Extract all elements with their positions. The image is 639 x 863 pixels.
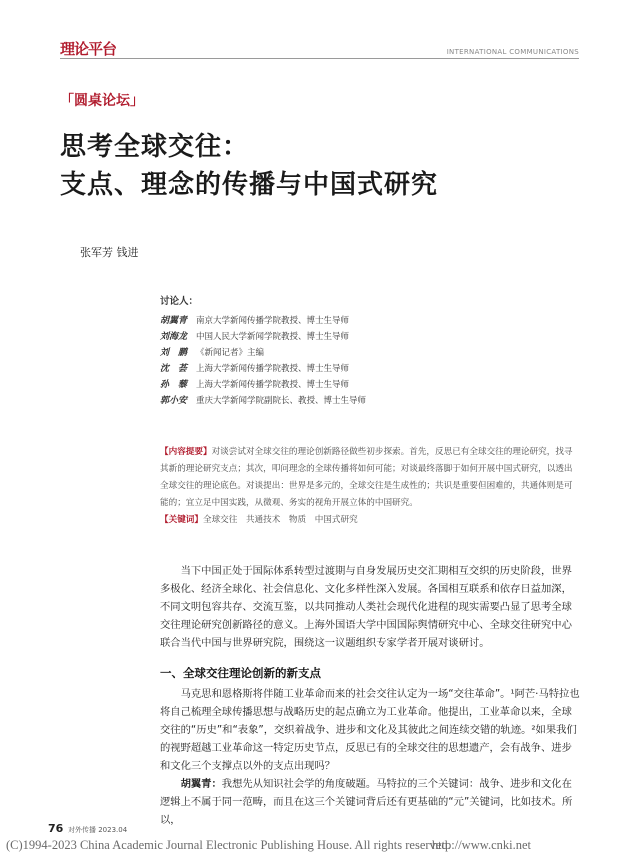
intro-section bbox=[160, 562, 580, 652]
magazine-issue: 对外传播 2023.04 bbox=[68, 826, 128, 834]
page-number: 76 bbox=[48, 822, 64, 835]
section-heading: 一、全球交往理论创新的新支点 bbox=[160, 666, 321, 680]
participant-desc: 上海大学新闻传播学院教授、博士生导师 bbox=[196, 380, 350, 390]
participant-name: 郭小安 bbox=[160, 396, 188, 406]
copyright-text: (C)1994-2023 China Academic Journal Electronic Publishing House. All rights reserved. bbox=[6, 838, 451, 852]
section-tag: 「圆桌论坛」 bbox=[60, 93, 144, 109]
participants-heading: 讨论人： bbox=[160, 296, 199, 307]
participant-row bbox=[160, 361, 366, 377]
authors: 张军芳 钱进 bbox=[80, 246, 139, 259]
article-title-line-2: 支点、理念的传播与中国式研究 bbox=[60, 170, 439, 200]
participants-list bbox=[160, 293, 366, 409]
cnki-link[interactable]: http://www.cnki.net bbox=[431, 838, 531, 852]
keywords-line bbox=[160, 512, 580, 529]
body-paragraph: 马克思和恩格斯将伴随工业革命而来的社会交往认定为一场“交往革命”。¹阿芒·马特拉也将自己梳理全球传播思想与战略历史的起点确立为工业革命。他提出，工业革命以来，全球交往的“历史”和“表象”，交织着战争、进步和文化及其彼此之间连续交错的轨迹。²如果我们的视野超越工业革命这一特定历史节点，反思已有的全球交往的思想遗产，会有战争、进步和文化三个支撑点以外的支点出现吗？ bbox=[160, 688, 580, 772]
abstract-paragraph bbox=[160, 444, 580, 512]
participant-desc: 中国人民大学新闻学院教授、博士生导师 bbox=[196, 332, 350, 342]
participant-row bbox=[160, 313, 366, 329]
participant-desc: 重庆大学新闻学院副院长、教授、博士生导师 bbox=[196, 396, 367, 406]
participant-name: 胡翼青 bbox=[160, 316, 188, 326]
section-body bbox=[160, 685, 580, 829]
participant-name: 孙 藜 bbox=[160, 380, 188, 390]
keywords-text: 全球交往 共通技术 物质 中国式研究 bbox=[202, 515, 358, 525]
speaker-text: 我想先从知识社会学的角度破题。马特拉的三个关键词：战争、进步和文化在逻辑上不属于同一范畴，而且在这三个关键词背后还有更基础的“元”关键词，比如技术。所以， bbox=[160, 778, 573, 826]
body-paragraph bbox=[160, 775, 580, 829]
abstract-block bbox=[160, 444, 580, 529]
participant-row bbox=[160, 393, 366, 409]
participant-name: 刘 鹏 bbox=[160, 348, 188, 358]
intro-paragraph: 当下中国正处于国际体系转型过渡期与自身发展历史交汇期相互交织的历史阶段，世界多极化、经济全球化、社会信息化、文化多样性深入发展。各国相互联系和依存日益加深，不同文明包容共存、交流互鉴，以共同推动人类社会现代化进程的现实需要凸显了思考全球交往理论研究创新路径的意义。上海外国语大学中国国际舆情研究中心、全球交往研究中心联合当代中国与世界研究院，围绕这一议题组织专家学者开展对谈研讨。 bbox=[160, 565, 572, 649]
speaker-name: 胡翼青： bbox=[180, 778, 222, 790]
journal-english-title: INTERNATIONAL COMMUNICATIONS bbox=[446, 48, 579, 56]
participant-row bbox=[160, 345, 366, 361]
participant-row bbox=[160, 377, 366, 393]
abstract-label: 【内容提要】 bbox=[160, 447, 212, 457]
header-divider bbox=[60, 58, 579, 59]
abstract-text: 对谈尝试对全球交往的理论创新路径做些初步探索。首先，反思已有全球交往的理论研究，找寻其新的理论研究支点；其次，叩问理念的全球传播将如何可能；对谈最终落脚于如何开展中国式研究，以透出全球交往的理论底色。对谈提出：世界是多元的，全球交往是生成性的；共识是重要但困难的，共通体则是可能的；宜立足中国实践，从微观、务实的视角开展立体的中国研究。 bbox=[160, 447, 573, 508]
participant-name: 沈 荟 bbox=[160, 364, 188, 374]
participant-desc: 南京大学新闻传播学院教授、博士生导师 bbox=[196, 316, 350, 326]
journal-brand: 理论平台 bbox=[60, 40, 117, 58]
participant-row bbox=[160, 329, 366, 345]
participant-desc: 上海大学新闻传播学院教授、博士生导师 bbox=[196, 364, 350, 374]
article-title bbox=[60, 128, 438, 204]
participant-name: 刘海龙 bbox=[160, 332, 188, 342]
article-title-line-1: 思考全球交往： bbox=[60, 132, 250, 162]
keywords-label: 【关键词】 bbox=[160, 515, 203, 525]
participant-desc: 《新闻记者》主编 bbox=[196, 348, 265, 358]
